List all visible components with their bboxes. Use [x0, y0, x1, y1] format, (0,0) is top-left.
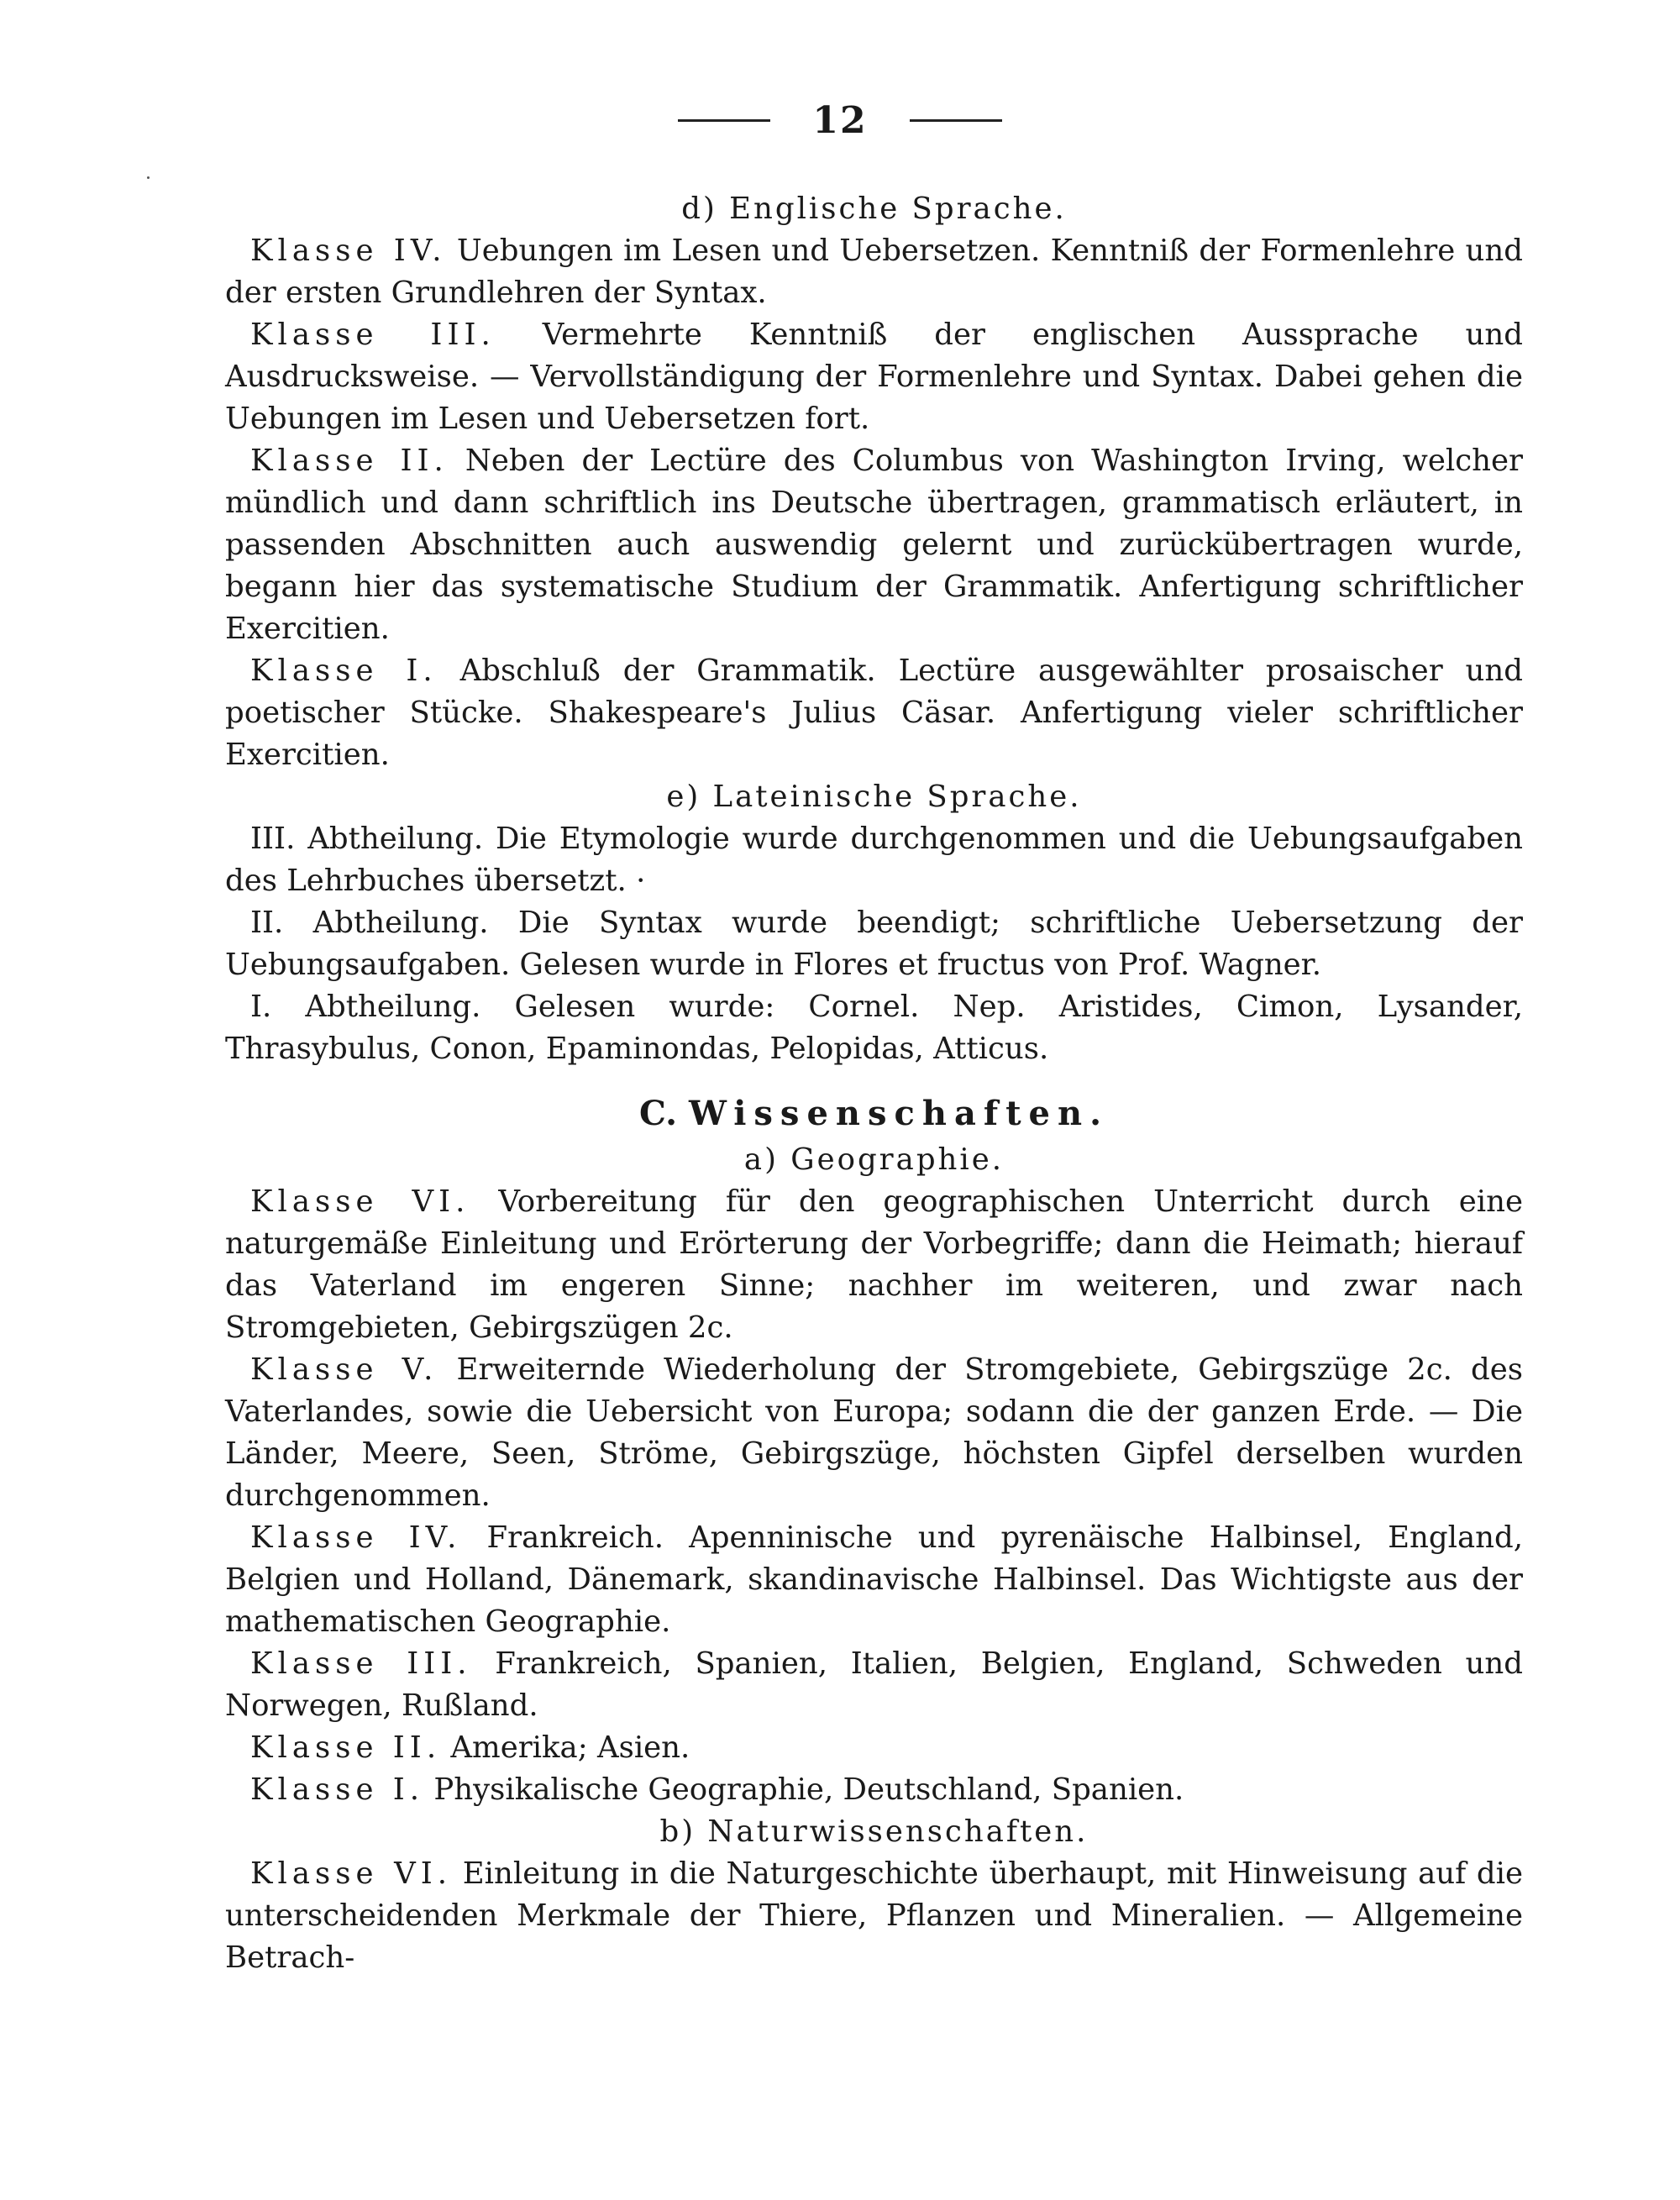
- paragraph: [225, 440, 1523, 650]
- paragraph: [225, 902, 1523, 986]
- paragraph-text: Die Syntax wurde beendigt; schriftliche Uebersetzung der Uebungsaufgaben. Gelesen wurde in Flores et fructus von Prof. Wagner.: [225, 906, 1523, 982]
- klasse-label: Klasse IV.: [250, 1520, 462, 1555]
- klasse-label: Klasse II.: [250, 444, 449, 478]
- paragraph: [225, 986, 1523, 1070]
- paragraph-text: Gelesen wurde: Cornel. Nep. Aristides, Cimon, Lysander, Thrasybulus, Conon, Epaminondas, Pelopidas, Atticus.: [225, 990, 1523, 1066]
- section-name: Wissenschaften.: [689, 1094, 1109, 1133]
- heading-naturwissenschaften: b) Naturwissenschaften.: [659, 1814, 1089, 1849]
- paragraph: [225, 230, 1523, 314]
- klasse-label: Klasse I.: [250, 1772, 425, 1807]
- paragraph-text: Einleitung in die Naturgeschichte überhaupt, mit Hinweisung auf die unterscheidenden Merkmale der Thiere, Pflanzen und Mineralien. — Allgemeine Betrach-: [225, 1856, 1523, 1975]
- heading-latein: e) Lateinische Sprache.: [666, 780, 1082, 814]
- paragraph: [225, 818, 1523, 902]
- paragraph-text: Abschluß der Grammatik. Lectüre ausgewählter prosaischer und poetischer Stücke. Shakespeare's Julius Cäsar. Anfertigung vieler schriftlicher Exercitien.: [225, 654, 1523, 772]
- paragraph-text: Vorbereitung für den geographischen Unterricht durch eine naturgemäße Einleitung und Erörterung der Vorbegriffe; dann die Heimath; hierauf das Vaterland im engeren Sinne; nachher im weiteren, und zwar nach Stromgebieten, Gebirgszügen 2c.: [225, 1184, 1523, 1345]
- page-content: [225, 188, 1523, 1979]
- paragraph: [225, 314, 1523, 440]
- paragraph-text: Amerika; Asien.: [450, 1730, 690, 1765]
- section-title: [225, 1089, 1523, 1139]
- paragraph-text: Frankreich. Apenninische und pyrenäische Halbinsel, England, Belgien und Holland, Dänemark, skandinavische Halbinsel. Das Wichtigste aus der mathematischen Geographie.: [225, 1520, 1523, 1639]
- paragraph-text: Physikalische Geographie, Deutschland, Spanien.: [433, 1772, 1184, 1807]
- page-number: 12: [812, 99, 868, 142]
- klasse-label: Klasse IV.: [250, 234, 447, 268]
- klasse-label: Klasse I.: [250, 654, 438, 688]
- paragraph-text: Die Etymologie wurde durchgenommen und die Uebungsaufgaben des Lehrbuches übersetzt. ·: [225, 822, 1523, 898]
- page-header: [0, 99, 1680, 142]
- klasse-label: Klasse III.: [250, 1646, 472, 1681]
- paragraph: [225, 1517, 1523, 1643]
- paragraph: [225, 1349, 1523, 1517]
- abtheilung-label: II. Abtheilung.: [250, 906, 489, 940]
- heading-englisch: d) Englische Sprache.: [681, 192, 1067, 226]
- heading-geographie: a) Geographie.: [743, 1142, 1005, 1177]
- header-rule-right: [910, 119, 1002, 122]
- paragraph-text: Erweiternde Wiederholung der Stromgebiete, Gebirgszüge 2c. des Vaterlandes, sowie die Uebersicht von Europa; sodann die der ganzen Erde. — Die Länder, Meere, Seen, Ströme, Gebirgszüge, höchsten Gipfel derselben wurden durchgenommen.: [225, 1352, 1523, 1513]
- paragraph: [225, 1181, 1523, 1349]
- header-rule-left: [678, 119, 770, 122]
- abtheilung-label: I. Abtheilung.: [250, 990, 481, 1024]
- paragraph: [225, 1643, 1523, 1727]
- klasse-label: Klasse VI.: [250, 1184, 470, 1219]
- paragraph-text: Neben der Lectüre des Columbus von Washington Irving, welcher mündlich und dann schriftlich ins Deutsche übertragen, grammatisch erläutert, in passenden Abschnitten auch auswendig gelernt und zurückübertragen wurde, begann hier das systematische Studium der Grammatik. Anfertigung schriftlicher Exercitien.: [225, 444, 1523, 646]
- klasse-label: Klasse V.: [250, 1352, 438, 1387]
- paragraph: [225, 1853, 1523, 1979]
- paragraph: [225, 1727, 1523, 1769]
- klasse-label: Klasse II.: [250, 1730, 442, 1765]
- abtheilung-label: III. Abtheilung.: [250, 822, 484, 856]
- klasse-label: Klasse VI.: [250, 1856, 453, 1891]
- paragraph-text: Vermehrte Kenntniß der englischen Aussprache und Ausdrucksweise. — Vervollständigung der Formenlehre und Syntax. Dabei gehen die Uebungen im Lesen und Uebersetzen fort.: [225, 318, 1523, 436]
- paper-speck: [147, 176, 150, 179]
- paragraph: [225, 1769, 1523, 1811]
- section-prefix: C.: [639, 1094, 678, 1133]
- paragraph-text: Uebungen im Lesen und Uebersetzen. Kenntniß der Formenlehre und der ersten Grundlehren der Syntax.: [225, 234, 1523, 310]
- paragraph: [225, 650, 1523, 776]
- klasse-label: Klasse III.: [250, 318, 496, 352]
- paragraph-text: Frankreich, Spanien, Italien, Belgien, England, Schweden und Norwegen, Rußland.: [225, 1646, 1523, 1723]
